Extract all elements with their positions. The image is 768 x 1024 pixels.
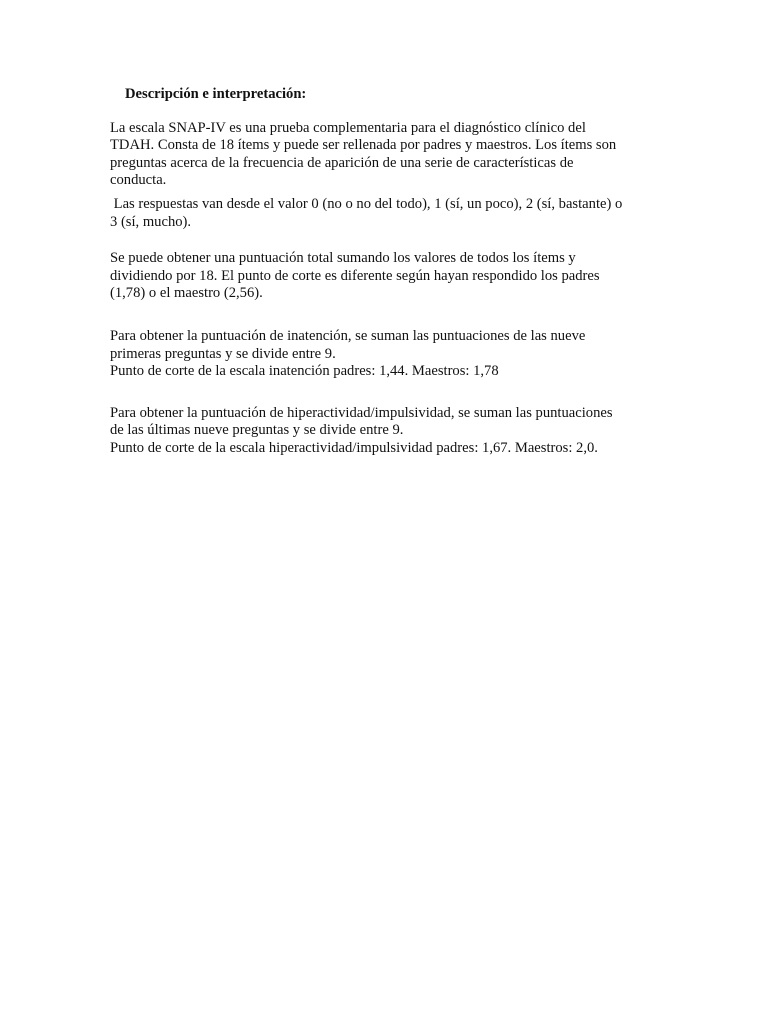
text-line: 3 (sí, mucho). [110, 213, 192, 230]
paragraph-total-score [110, 250, 670, 303]
text-line: Se puede obtener una puntuación total sumando los valores de todos los ítems y [110, 250, 576, 267]
section-heading: Descripción e interpretación: [125, 86, 307, 102]
text-line: Para obtener la puntuación de hiperactividad/impulsividad, se suman las puntuaciones [110, 404, 613, 421]
text-line: dividiendo por 18. El punto de corte es diferente según hayan respondido los padres [110, 267, 600, 284]
text-line: La escala SNAP-IV es una prueba complementaria para el diagnóstico clínico del [110, 119, 586, 136]
text-line: (1,78) o el maestro (2,56). [110, 285, 263, 302]
text-line: Para obtener la puntuación de inatención, se suman las puntuaciones de las nueve [110, 327, 586, 344]
text-line: de las últimas nueve preguntas y se divide entre 9. [110, 422, 404, 439]
paragraph-description [110, 120, 670, 190]
paragraph-hyperactivity [110, 405, 670, 458]
text-line: Punto de corte de la escala hiperactividad/impulsividad padres: 1,67. Maestros: 2,0. [110, 439, 598, 456]
text-line: Las respuestas van desde el valor 0 (no o no del todo), 1 (sí, un poco), 2 (sí, bastante) o [110, 195, 623, 212]
text-line: Punto de corte de la escala inatención padres: 1,44. Maestros: 1,78 [110, 363, 499, 380]
paragraph-inattention [110, 328, 670, 381]
text-line: conducta. [110, 172, 167, 189]
document-body [110, 86, 670, 458]
text-line: TDAH. Consta de 18 ítems y puede ser rellenada por padres y maestros. Los ítems son [110, 137, 617, 154]
text-line: preguntas acerca de la frecuencia de aparición de una serie de características de [110, 154, 574, 171]
paragraph-responses [110, 196, 670, 231]
text-line: primeras preguntas y se divide entre 9. [110, 345, 336, 362]
